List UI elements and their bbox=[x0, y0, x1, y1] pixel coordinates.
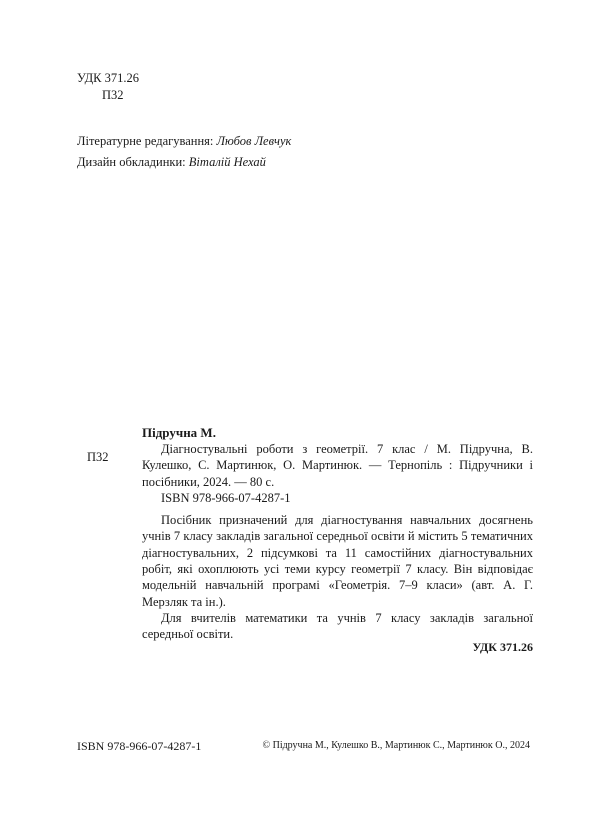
bibliographic-description: Діагностувальні роботи з геометрії. 7 клас / М. Підручна, В. Кулешко, С. Мартинюк, О. Мартинюк. — Тернопіль : Підручники і посібники, 2024. — 80 с. bbox=[142, 442, 533, 489]
copyright-notice: © Підручна М., Кулешко В., Мартинюк С., Мартинюк О., 2024 bbox=[262, 740, 530, 751]
card-isbn: ISBN 978-966-07-4287-1 bbox=[161, 490, 291, 505]
editing-credit bbox=[77, 133, 291, 154]
editing-name: Любов Левчук bbox=[216, 134, 292, 148]
catalog-card bbox=[142, 441, 533, 643]
author-sign-top: П32 bbox=[102, 88, 124, 102]
cover-label: Дизайн обкладинки: bbox=[77, 155, 186, 169]
card-author: Підручна М. bbox=[142, 425, 216, 440]
annotation-text: Посібник призначений для діагностування навчальних досягнень учнів 7 класу закладів загальної середньої освіти й містить 5 тематичних діагностувальних, 2 підсумкові та 11 самостійних діагностувальних робіт, які охоплюють усі теми курсу геометрії 7 класу. Він відповідає модельній навчальній програмі «Геометрія. 7–9 класи» (авт. А. Г. Мерзляк та ін.). bbox=[142, 513, 533, 609]
editing-label: Літературне редагування: bbox=[77, 134, 214, 148]
udk-code-card: УДК 371.26 bbox=[472, 640, 533, 654]
cover-credit bbox=[77, 154, 291, 175]
udk-code-top: УДК 371.26 bbox=[77, 71, 139, 85]
credits-block bbox=[77, 133, 291, 175]
cover-name: Віталій Нехай bbox=[188, 155, 266, 169]
footer-isbn: ISBN 978-966-07-4287-1 bbox=[77, 739, 202, 753]
card-author-sign: П32 bbox=[87, 450, 109, 464]
audience-text: Для вчителів математики та учнів 7 класу закладів загальної середньої освіти. bbox=[142, 610, 533, 642]
